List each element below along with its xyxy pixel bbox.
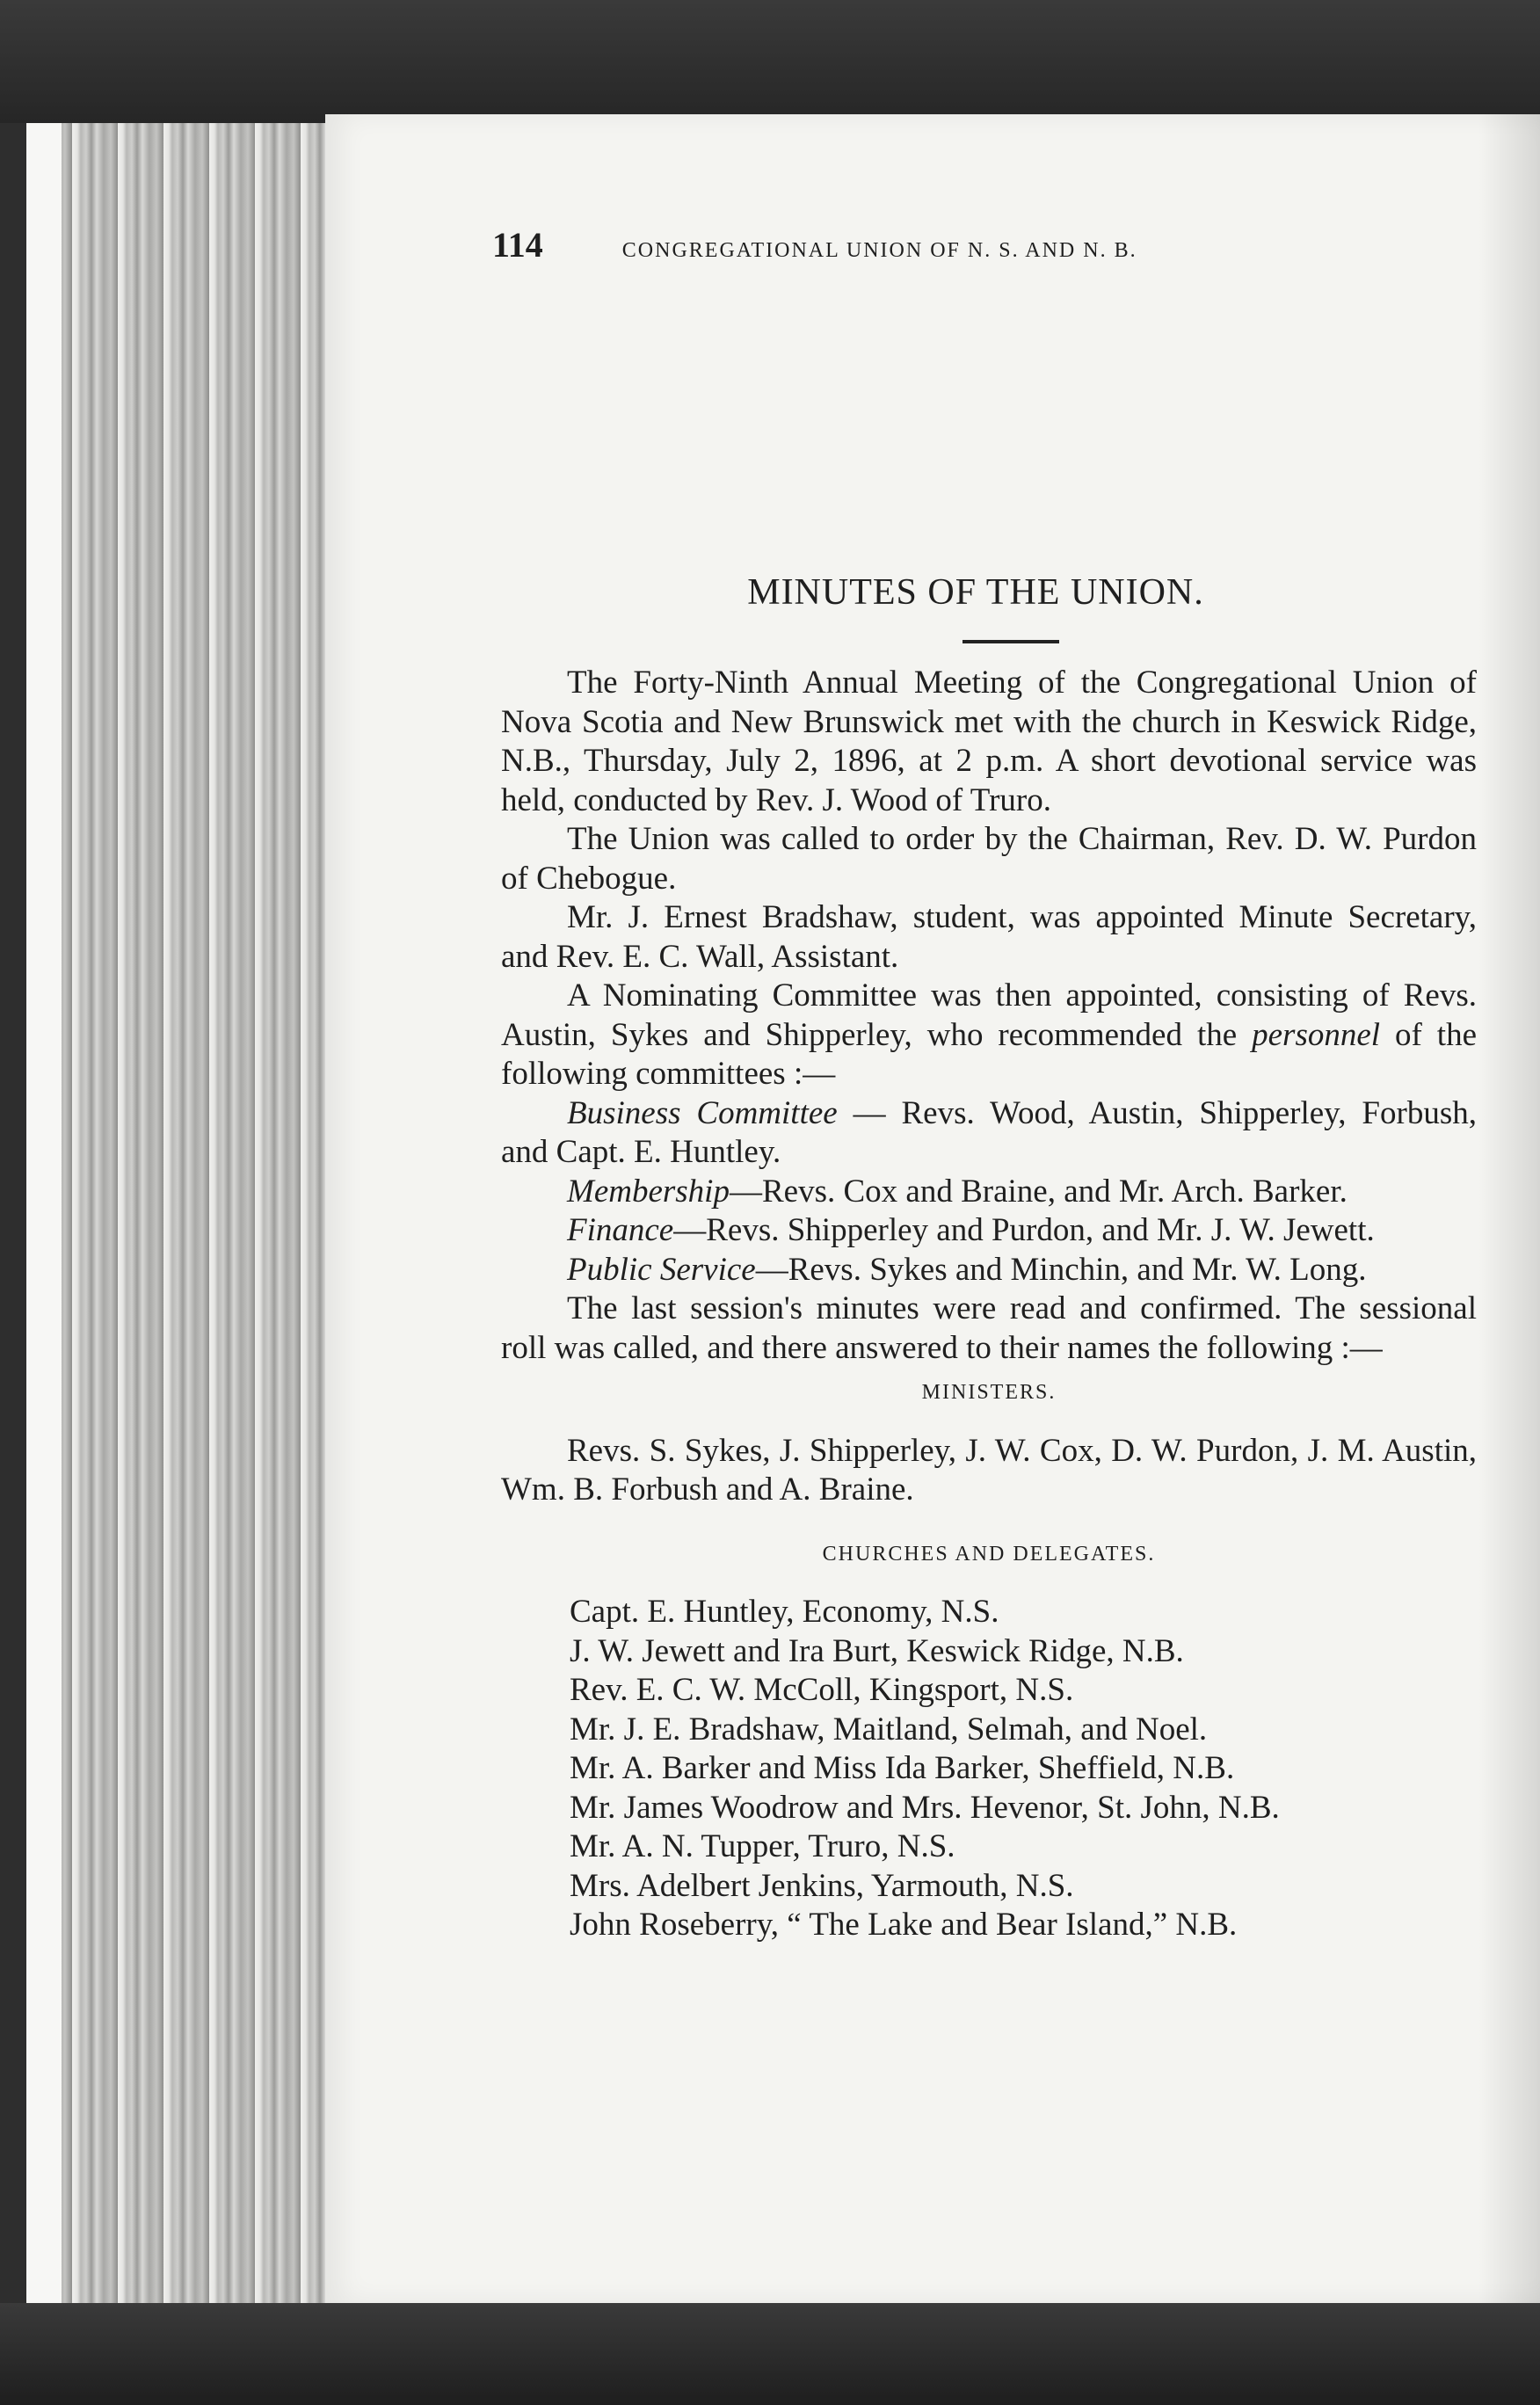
ministers-list: Revs. S. Sykes, J. Shipperley, J. W. Cox, D. W. Purdon, J. M. Austin, Wm. B. Forbush and A. Braine. (501, 1432, 1477, 1508)
committee-public-service (501, 1251, 1477, 1290)
page-gutter-shadow (1478, 114, 1540, 2303)
paragraph-roll-call: The last session's minutes were read and confirmed. The sessional roll was called, and there answered to their names the following :— (501, 1290, 1477, 1366)
running-title: CONGREGATIONAL UNION OF N. S. AND N. B. (621, 239, 1137, 262)
committee-name: Membership (567, 1173, 730, 1210)
committee-business (501, 1094, 1477, 1173)
list-item: J. W. Jewett and Ira Burt, Keswick Ridge, N.B. (570, 1632, 1184, 1669)
list-item: Mr. J. E. Bradshaw, Maitland, Selmah, and Noel. (570, 1711, 1208, 1747)
list-item: Mr. A. N. Tupper, Truro, N.S. (570, 1828, 955, 1864)
list-item: Mr. James Woodrow and Mrs. Hevenor, St. John, N.B. (570, 1789, 1280, 1826)
list-item: Mrs. Adelbert Jenkins, Yarmouth, N.S. (570, 1867, 1074, 1904)
paragraph-call-to-order: The Union was called to order by the Chairman, Rev. D. W. Purdon of Chebogue. (501, 821, 1477, 897)
committee-members: —Revs. Sykes and Minchin, and Mr. W. Long. (755, 1251, 1367, 1288)
nominating-text: A Nominating Committee was then appointed, consisting of Revs. Austin, Sykes and Shipperley, who recommended the (501, 977, 1477, 1053)
page-number: 114 (492, 225, 543, 265)
scan-bottom-margin (0, 2303, 1540, 2405)
committee-name: Finance (567, 1212, 674, 1248)
committee-name: Business Committee (567, 1094, 838, 1131)
title-rule (962, 640, 1059, 643)
ministers-heading: MINISTERS. (921, 1381, 1057, 1404)
book-page-edges (26, 123, 325, 2303)
list-item: John Roseberry, “ The Lake and Bear Island,” N.B. (570, 1907, 1238, 1943)
paragraph-opening: The Forty-Ninth Annual Meeting of the Congregational Union of Nova Scotia and New Brunswick met with the church in Keswick Ridge, N.B., Thursday, July 2, 1896, at 2 p.m. A short devotional service was held, conducted by Rev. J. Wood of Truro. (501, 665, 1477, 818)
list-item: Mr. A. Barker and Miss Ida Barker, Sheffield, N.B. (570, 1750, 1235, 1786)
running-head (492, 224, 1415, 265)
committee-members: — Revs. Wood, Austin, Shipperley, Forbush, and Capt. E. Huntley. (501, 1094, 1477, 1170)
committee-name: Public Service (567, 1251, 756, 1288)
section-title: MINUTES OF THE UNION. (747, 572, 1204, 613)
committee-members: —Revs. Cox and Braine, and Mr. Arch. Barker. (729, 1173, 1348, 1210)
minutes-body (501, 664, 1477, 1945)
delegates-list (501, 1593, 1477, 1945)
committee-members: —Revs. Shipperley and Purdon, and Mr. J. W. Jewett. (673, 1212, 1375, 1248)
scan-top-margin (0, 0, 1540, 123)
churches-heading: CHURCHES AND DELEGATES. (822, 1542, 1156, 1566)
committee-membership (501, 1173, 1477, 1212)
book-page (325, 114, 1540, 2303)
list-item: Capt. E. Huntley, Economy, N.S. (570, 1594, 999, 1630)
paragraph-nominating-committee (501, 977, 1477, 1094)
list-item: Rev. E. C. W. McColl, Kingsport, N.S. (570, 1672, 1074, 1708)
committee-finance (501, 1211, 1477, 1251)
personnel-word: personnel (1252, 1016, 1381, 1053)
paragraph-secretary: Mr. J. Ernest Bradshaw, student, was appointed Minute Secretary, and Rev. E. C. Wall, Assistant. (501, 899, 1477, 975)
nominating-text-end: of the following committees :— (501, 1016, 1478, 1092)
